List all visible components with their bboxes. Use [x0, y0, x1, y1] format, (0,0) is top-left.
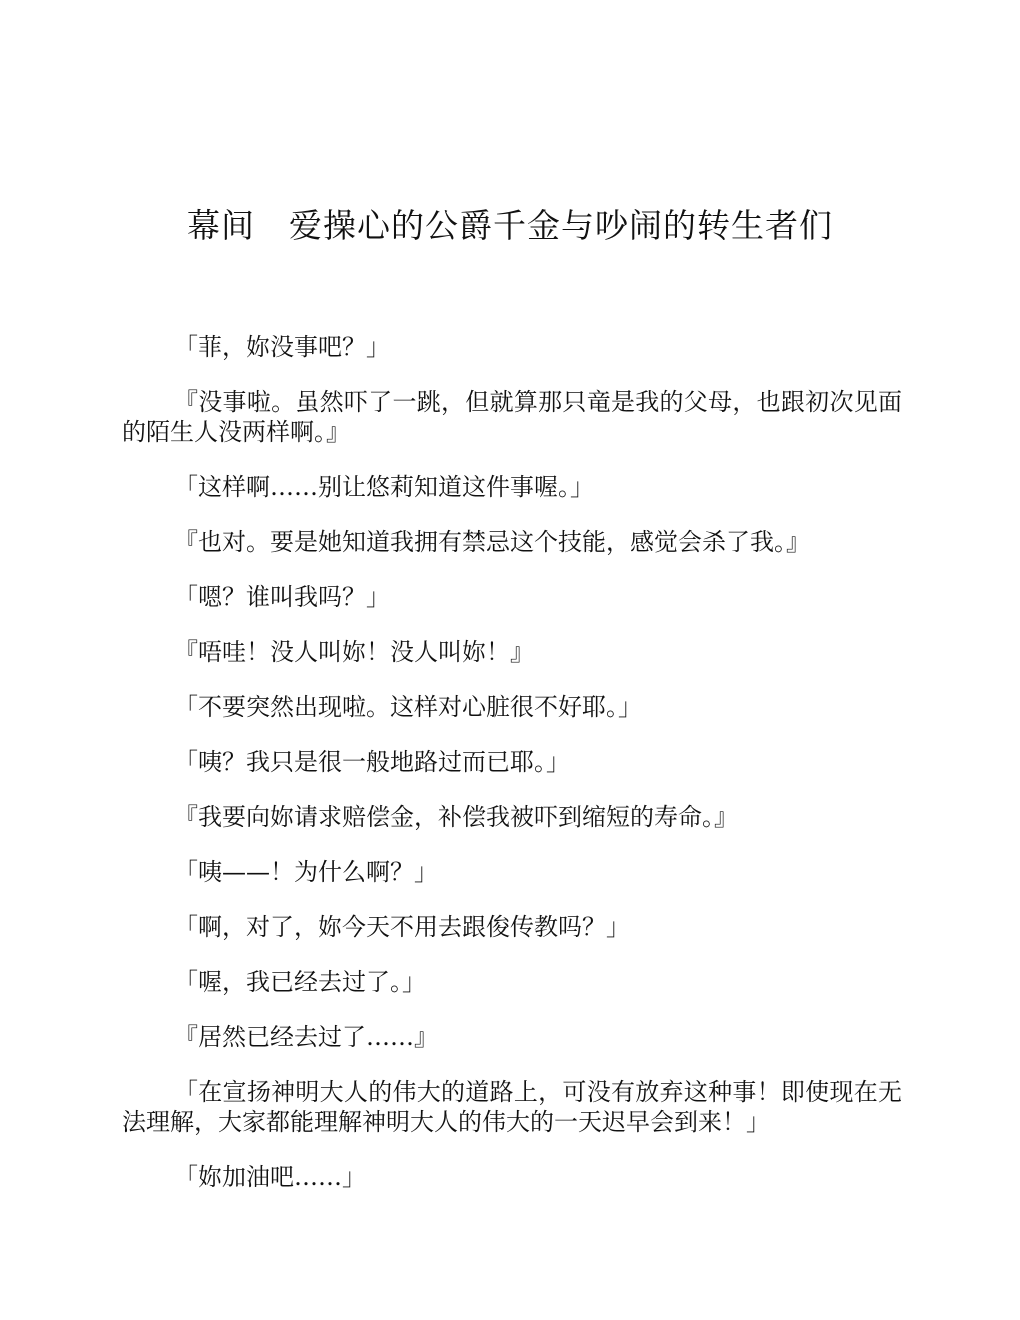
- paragraph: 「不要突然出现啦。这样对心脏很不好耶。」: [174, 693, 642, 721]
- chapter-body: [122, 332, 902, 1217]
- paragraph: 「这样啊……别让悠莉知道这件事喔。」: [174, 473, 594, 501]
- chapter-title: 幕间 爱操心的公爵千金与吵闹的转生者们: [187, 206, 833, 245]
- paragraph: 「菲，妳没事吧？」: [174, 333, 390, 361]
- paragraph: 『没事啦。虽然吓了一跳，但就算那只竜是我的父母，也跟初次见面的陌生人没两样啊。』: [122, 388, 902, 446]
- paragraph: 『居然已经去过了……』: [174, 1023, 438, 1051]
- paragraph: 『也对。要是她知道我拥有禁忌这个技能，感觉会杀了我。』: [174, 528, 810, 556]
- paragraph: 「嗯？谁叫我吗？」: [174, 583, 390, 611]
- paragraph: 「咦——！为什么啊？」: [174, 858, 438, 886]
- paragraph: 『我要向妳请求赔偿金，补偿我被吓到缩短的寿命。』: [174, 803, 738, 831]
- paragraph: 「喔，我已经去过了。」: [174, 968, 426, 996]
- paragraph: 「啊，对了，妳今天不用去跟俊传教吗？」: [174, 913, 630, 941]
- paragraph: 『唔哇！没人叫妳！没人叫妳！』: [174, 638, 534, 666]
- paragraph: 「妳加油吧……」: [174, 1163, 366, 1191]
- paragraph: 「咦？我只是很一般地路过而已耶。」: [174, 748, 570, 776]
- paragraph: 「在宣扬神明大人的伟大的道路上，可没有放弃这种事！即使现在无法理解，大家都能理解神明大人的伟大的一天迟早会到来！」: [122, 1078, 902, 1136]
